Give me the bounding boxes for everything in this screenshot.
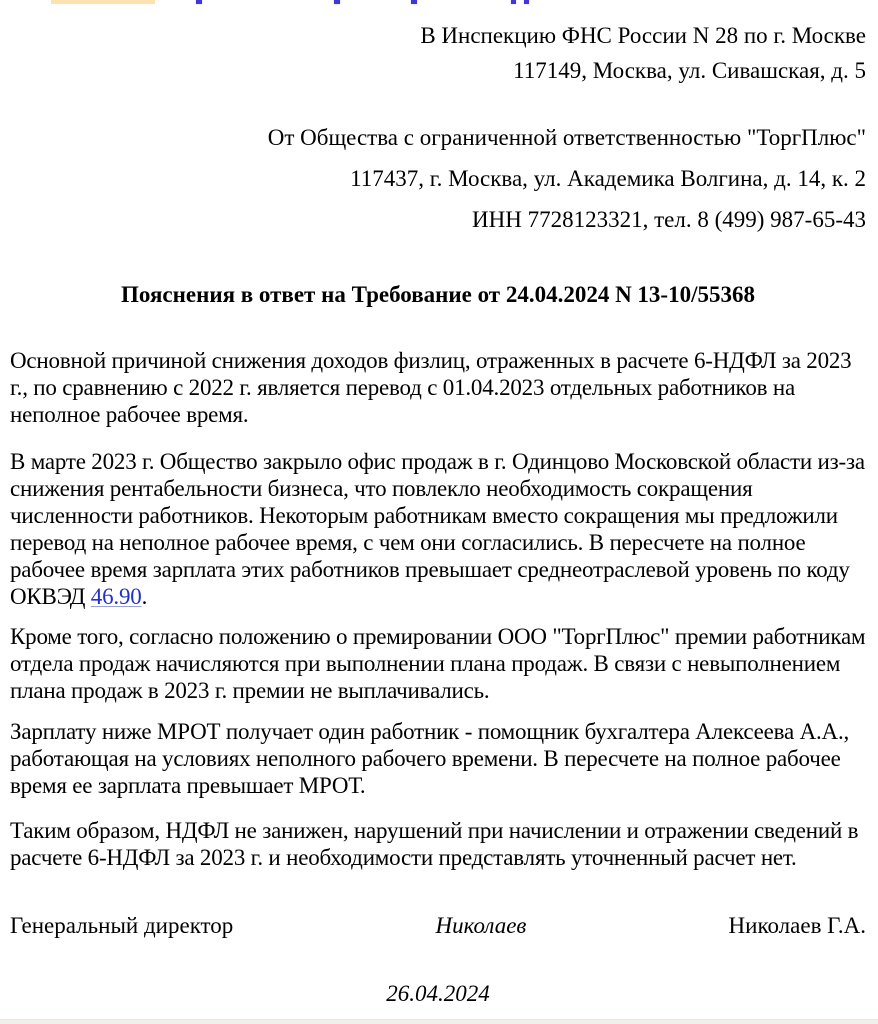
recipient-line: В Инспекцию ФНС России N 28 по г. Москве [420, 23, 866, 48]
signature-autograph: Николаев [435, 913, 527, 938]
signature-row [10, 912, 866, 939]
link-descender-mark [511, 0, 516, 4]
okved-link[interactable]: 46.90 [90, 584, 142, 609]
letter-header [10, 22, 866, 233]
highlight-remnant [51, 0, 155, 4]
link-descender-mark [411, 0, 417, 4]
link-descender-mark [524, 0, 529, 4]
signature-fullname: Николаев Г.А. [728, 913, 866, 938]
paragraph-bonuses: Кроме того, согласно положению о премировании ООО "ТоргПлюс" премии работникам отдела продаж начисляются при выполнении плана продаж. В связи с невыполнением плана продаж в 2023 г. премии не выплачивались. [10, 624, 866, 703]
link-descender-mark [196, 0, 202, 4]
paragraph-office-closure-text: В марте 2023 г. Общество закрыло офис продаж в г. Одинцово Московской области из-за снижения рентабельности бизнеса, что повлекло необходимость сокращения численности работников. Некоторым работникам вместо сокращения мы предложили перевод на неполное рабочее время, с чем они согласились. В пересчете на полное рабочее время зарплата этих работников превышает среднеотраслевой уровень по коду ОКВЭД [10, 449, 865, 609]
link-descender-mark [334, 0, 340, 4]
paragraph-reason: Основной причиной снижения доходов физлиц, отраженных в расчете 6-НДФЛ за 2023 г., по сравнению с 2022 г. является перевод с 01.04.2023 отдельных работников на неполное рабочее время. [10, 348, 852, 427]
sender-address-line: 117437, г. Москва, ул. Академика Волгина, д. 14, к. 2 [350, 166, 866, 191]
sender-inn-phone-line: ИНН 7728123321, тел. 8 (499) 987-65-43 [472, 207, 866, 232]
clipped-link-line[interactable] [0, 0, 878, 5]
paragraph-conclusion: Таким образом, НДФЛ не занижен, нарушений при начислении и отражении сведений в расчете 6-НДФЛ за 2023 г. и необходимости представлять уточненный расчет нет. [10, 818, 859, 870]
paragraph-mrot: Зарплату ниже МРОТ получает один работник - помощник бухгалтера Алексеева А.А., работающая на условиях неполного рабочего времени. В пересчете на полное рабочее время ее зарплата превышает МРОТ. [10, 719, 850, 798]
bottom-edge-strip [0, 1019, 878, 1024]
paragraph-office-closure [10, 448, 866, 610]
recipient-address-line: 117149, Москва, ул. Сивашская, д. 5 [513, 58, 866, 83]
paragraph-office-closure-period: . [141, 584, 148, 609]
document-date: 26.04.2024 [386, 981, 490, 1006]
signature-role: Генеральный директор [10, 913, 234, 938]
sender-line: От Общества с ограниченной ответственностью "ТоргПлюс" [267, 125, 866, 150]
document-title: Пояснения в ответ на Требование от 24.04.2024 N 13-10/55368 [121, 282, 755, 307]
